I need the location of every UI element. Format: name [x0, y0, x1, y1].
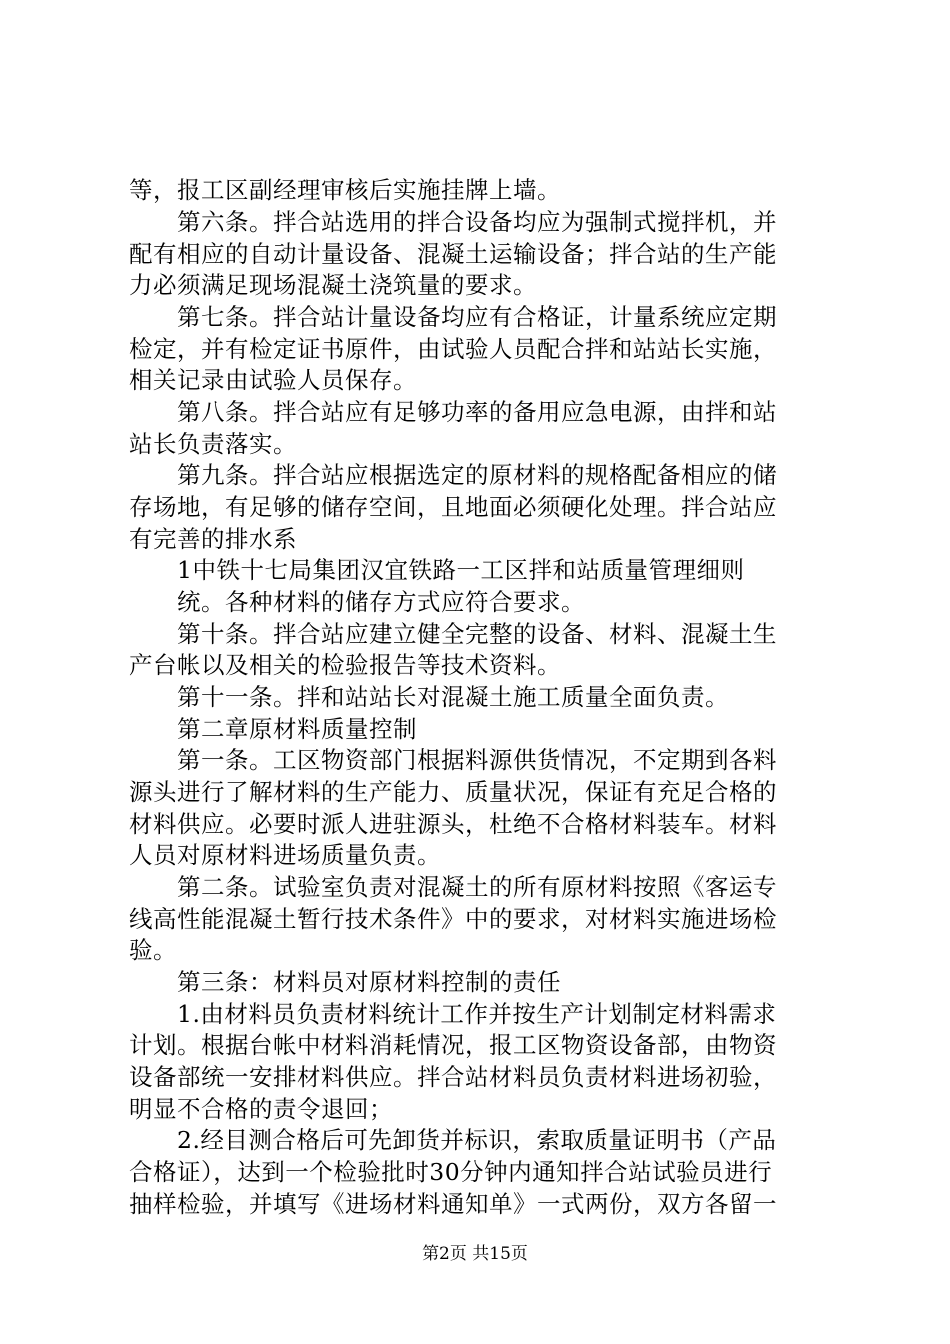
- text-line: 人员对原材料进场质量负责。: [129, 841, 441, 869]
- text-line: 1.由材料员负责材料统计工作并按生产计划制定材料需求: [129, 1000, 777, 1028]
- page-number-footer: 第2页 共15页: [422, 1244, 528, 1264]
- text-line: 源头进行了解材料的生产能力、质量状况，保证有充足合格的: [129, 778, 777, 806]
- text-line: 检定，并有检定证书原件，由试验人员配合拌和站站长实施，: [129, 335, 777, 363]
- text-line: 第十条。拌合站应建立健全完整的设备、材料、混凝土生: [129, 620, 777, 648]
- text-line: 配有相应的自动计量设备、混凝土运输设备；拌合站的生产能: [129, 240, 777, 268]
- text-line: 第二条。试验室负责对混凝土的所有原材料按照《客运专: [129, 873, 777, 901]
- text-line: 存场地，有足够的储存空间，且地面必须硬化处理。拌合站应: [129, 493, 777, 521]
- text-line: 1中铁十七局集团汉宜铁路一工区拌和站质量管理细则: [129, 556, 745, 584]
- text-line: 计划。根据台帐中材料消耗情况，报工区物资设备部，由物资: [129, 1031, 777, 1059]
- text-line: 材料供应。必要时派人进驻源头，杜绝不合格材料装车。材料: [129, 810, 777, 838]
- text-line: 2.经目测合格后可先卸货并标识，索取质量证明书（产品: [129, 1126, 777, 1154]
- text-line: 第七条。拌合站计量设备均应有合格证，计量系统应定期: [129, 303, 777, 331]
- text-line: 第六条。拌合站选用的拌合设备均应为强制式搅拌机，并: [129, 208, 777, 236]
- text-line: 第三条：材料员对原材料控制的责任: [129, 968, 561, 996]
- text-line: 设备部统一安排材料供应。拌合站材料员负责材料进场初验，: [129, 1063, 777, 1091]
- text-line: 第一条。工区物资部门根据料源供货情况，不定期到各料: [129, 746, 777, 774]
- text-line: 等，报工区副经理审核后实施挂牌上墙。: [129, 176, 561, 204]
- text-line: 产台帐以及相关的检验报告等技术资料。: [129, 651, 561, 679]
- text-line: 有完善的排水系: [129, 525, 297, 553]
- text-line: 明显不合格的责令退回；: [129, 1095, 393, 1123]
- text-line: 站长负责落实。: [129, 430, 297, 458]
- text-line: 线高性能混凝土暂行技术条件》中的要求，对材料实施进场检: [129, 905, 777, 933]
- text-line: 合格证），达到一个检验批时30分钟内通知拌合站试验员进行: [129, 1158, 773, 1186]
- chapter-heading: 第二章原材料质量控制: [129, 715, 417, 743]
- text-line: 第十一条。拌和站站长对混凝土施工质量全面负责。: [129, 683, 729, 711]
- text-line: 抽样检验，并填写《进场材料通知单》一式两份，双方各留一: [129, 1190, 777, 1218]
- text-line: 统。各种材料的储存方式应符合要求。: [129, 588, 585, 616]
- text-line: 验。: [129, 936, 177, 964]
- text-line: 力必须满足现场混凝土浇筑量的要求。: [129, 271, 537, 299]
- text-line: 相关记录由试验人员保存。: [129, 366, 417, 394]
- text-line: 第八条。拌合站应有足够功率的备用应急电源，由拌和站: [129, 398, 777, 426]
- text-line: 第九条。拌合站应根据选定的原材料的规格配备相应的储: [129, 461, 777, 489]
